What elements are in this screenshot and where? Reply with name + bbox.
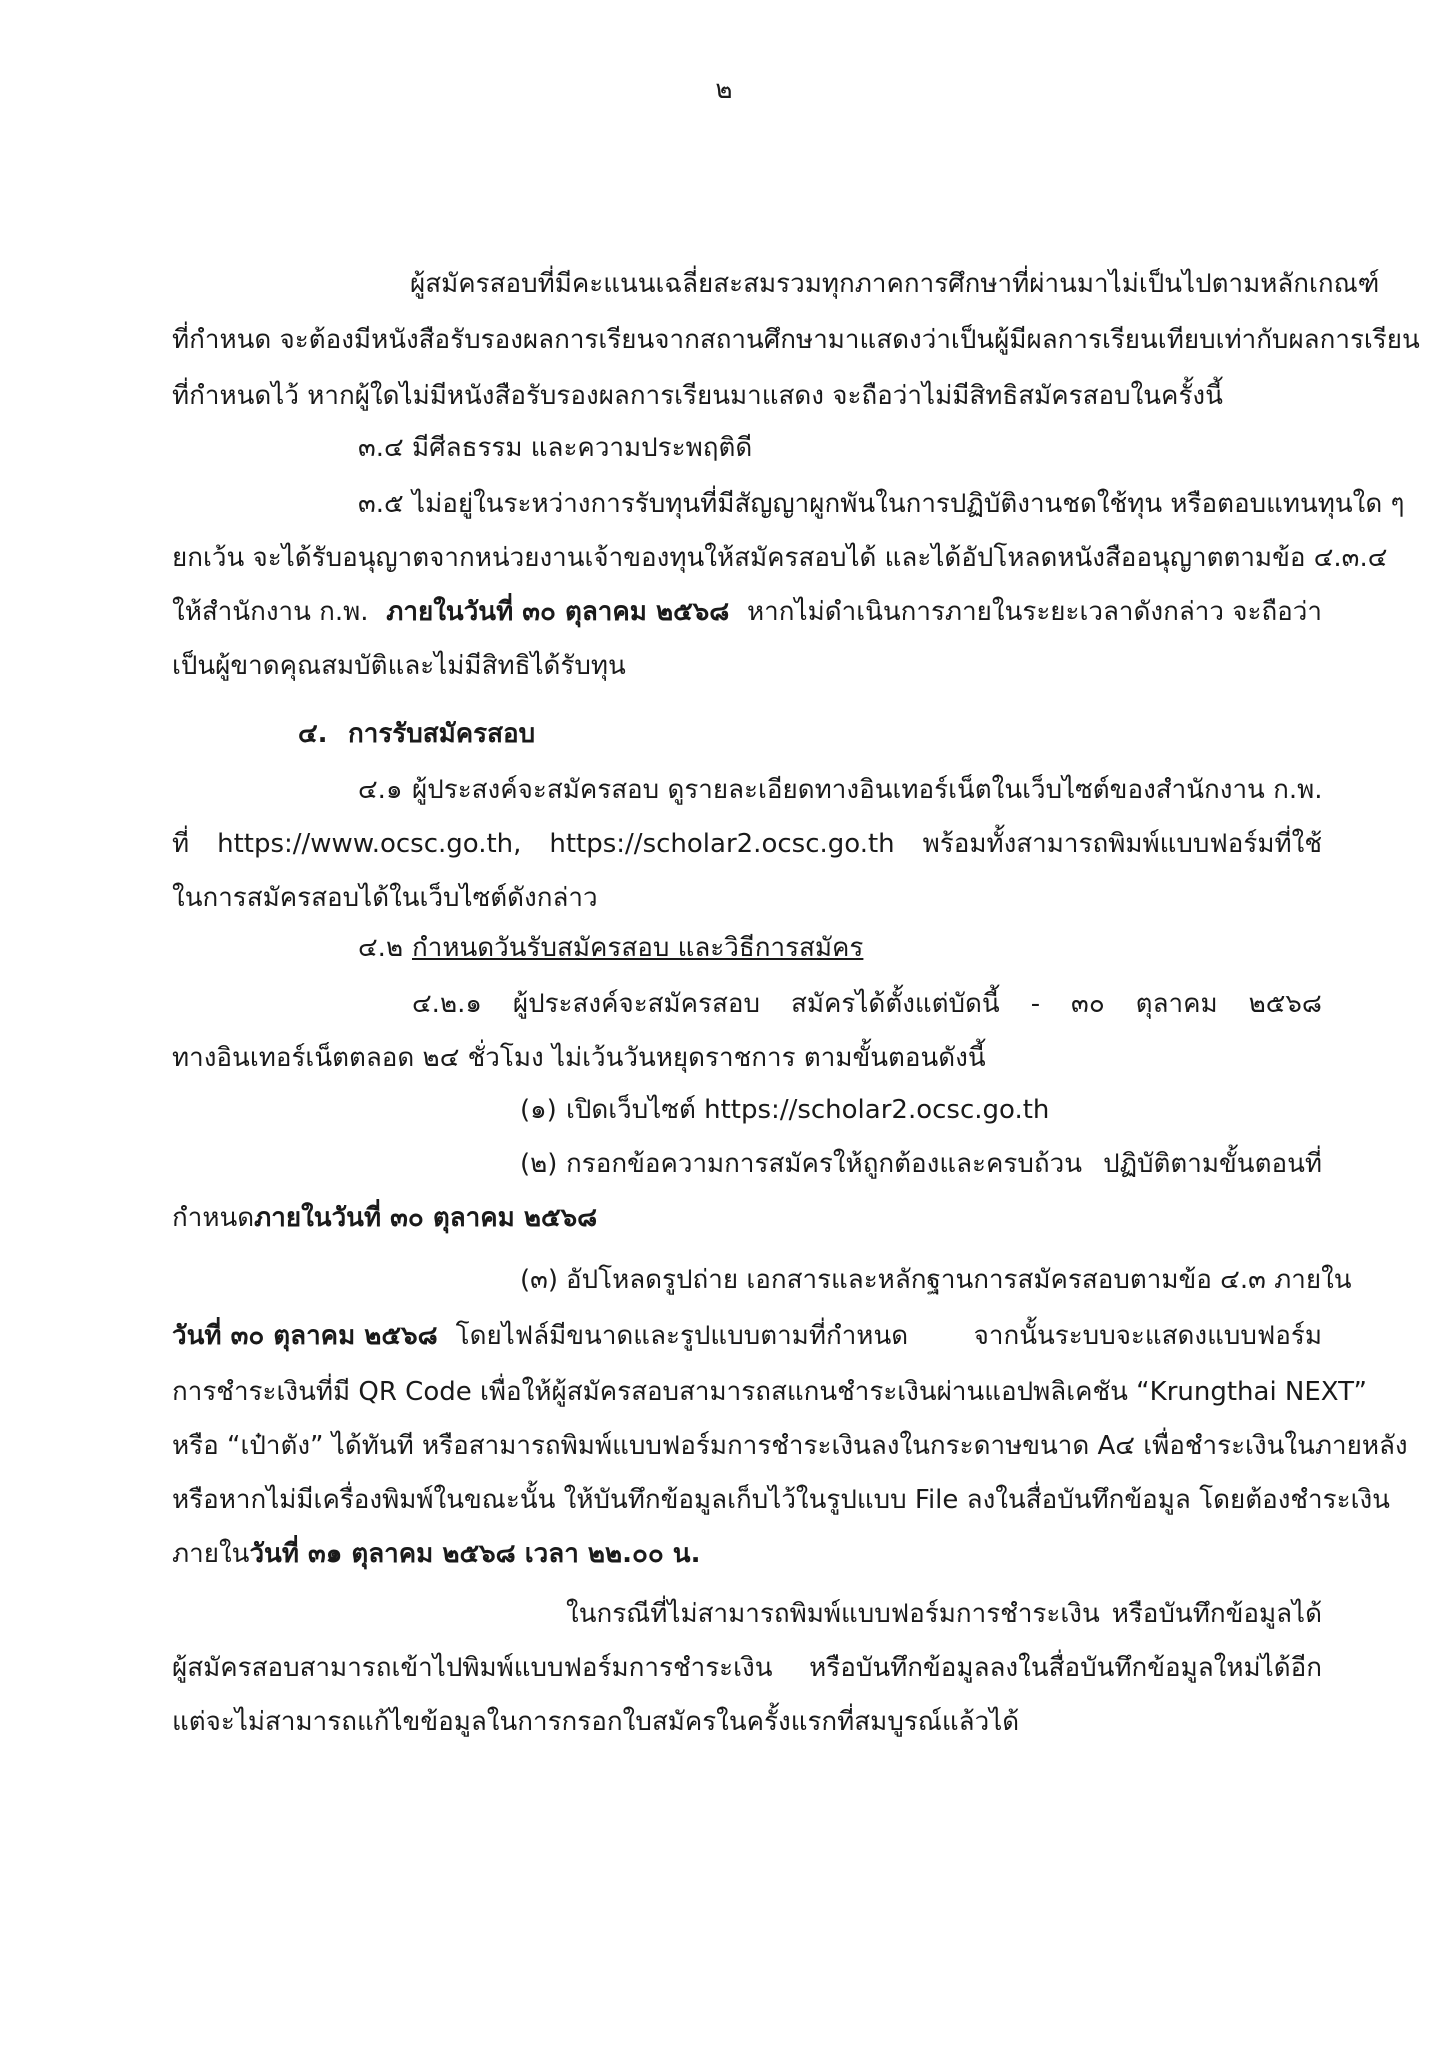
section-4-title: การรับสมัครสอบ <box>348 719 536 749</box>
step-3-line6-pre: ภายใน <box>172 1539 250 1569</box>
item-3-5-line3 <box>172 594 1322 630</box>
step-3-line3: การชำระเงินที่มี QR Code เพื่อให้ผู้สมัครสอบสามารถสแกนชำระเงินผ่านแอปพลิเคชัน “Krungthai NEXT” <box>172 1377 1367 1407</box>
section-4-number: ๔. <box>298 719 328 749</box>
item-4-2-1-line1: ๔.๒.๑ ผู้ประสงค์จะสมัครสอบ สมัครได้ตั้งแต่บัดนี้ - ๓๐ ตุลาคม ๒๕๖๘ <box>412 989 1322 1019</box>
step-1-text: เปิดเว็บไซต์ https://scholar2.ocsc.go.th <box>566 1095 1050 1125</box>
step-3-line2-deadline: วันที่ ๓๐ ตุลาคม ๒๕๖๘ <box>172 1321 438 1351</box>
item-4-2-title: กำหนดวันรับสมัครสอบ และวิธีการสมัคร <box>412 933 864 963</box>
item-3-4-text: มีศีลธรรม และความประพฤติดี <box>412 433 753 463</box>
item-4-2-1-line2: ทางอินเทอร์เน็ตตลอด ๒๔ ชั่วโมง ไม่เว้นวันหยุดราชการ ตามขั้นตอนดังนี้ <box>172 1043 986 1073</box>
item-3-5-line3-pre: ให้สำนักงาน ก.พ. <box>172 597 369 627</box>
item-3-5-line3-post: หากไม่ดำเนินการภายในระยะเวลาดังกล่าว จะถือว่า <box>747 597 1322 627</box>
step-3-line5: หรือหากไม่มีเครื่องพิมพ์ในขณะนั้น ให้บันทึกข้อมูลเก็บไว้ในรูปแบบ File ลงในสื่อบันทึกข้อมูล โดยต้องชำระเงิน <box>172 1485 1390 1515</box>
step-2-line2-deadline: ภายในวันที่ ๓๐ ตุลาคม ๒๕๖๘ <box>254 1203 598 1233</box>
step-3-number: (๓) <box>520 1265 559 1295</box>
final-para-line3: แต่จะไม่สามารถแก้ไขข้อมูลในการกรอกใบสมัครในครั้งแรกที่สมบูรณ์แล้วได้ <box>172 1707 1020 1737</box>
step-3-line1: อัปโหลดรูปถ่าย เอกสารและหลักฐานการสมัครสอบตามข้อ ๔.๓ ภายใน <box>566 1265 1352 1295</box>
step-1-number: (๑) <box>520 1095 557 1125</box>
item-3-4-number: ๓.๔ <box>358 433 404 463</box>
item-4-1-number: ๔.๑ <box>358 775 403 805</box>
item-4-2-number: ๔.๒ <box>358 933 404 963</box>
item-4-1-line1: ผู้ประสงค์จะสมัครสอบ ดูรายละเอียดทางอินเทอร์เน็ตในเว็บไซต์ของสำนักงาน ก.พ. <box>412 775 1323 805</box>
item-3-5-line2: ยกเว้น จะได้รับอนุญาตจากหน่วยงานเจ้าของทุนให้สมัครสอบได้ และได้อัปโหลดหนังสืออนุญาตตามข้อ ๔.๓.๔ <box>172 543 1388 573</box>
para1-line3: ที่กำหนดไว้ หากผู้ใดไม่มีหนังสือรับรองผลการเรียนมาแสดง จะถือว่าไม่มีสิทธิสมัครสอบในครั้งนี้ <box>172 381 1223 411</box>
step-3-line4: หรือ “เป๋าตัง” ได้ทันที หรือสามารถพิมพ์แบบฟอร์มการชำระเงินลงในกระดาษขนาด A๔ เพื่อชำระเงินในภายหลัง <box>172 1431 1408 1461</box>
item-4-1-line2: ที่ https://www.ocsc.go.th, https://scholar2.ocsc.go.th พร้อมทั้งสามารถพิมพ์แบบฟอร์มที่ใช้ <box>172 829 1322 859</box>
item-3-5-line1: ไม่อยู่ในระหว่างการรับทุนที่มีสัญญาผูกพันในการปฏิบัติงานชดใช้ทุน หรือตอบแทนทุนใด ๆ <box>412 489 1405 519</box>
item-3-5-line4: เป็นผู้ขาดคุณสมบัติและไม่มีสิทธิได้รับทุน <box>172 651 626 681</box>
step-3-line2-post: โดยไฟล์มีขนาดและรูปแบบตามที่กำหนด จากนั้นระบบจะแสดงแบบฟอร์ม <box>455 1321 1322 1351</box>
step-2-number: (๒) <box>520 1149 558 1179</box>
para1-line2: ที่กำหนด จะต้องมีหนังสือรับรองผลการเรียนจากสถานศึกษามาแสดงว่าเป็นผู้มีผลการเรียนเทียบเท่ากับผลการเรียน <box>172 325 1420 355</box>
step-2-line1: กรอกข้อความการสมัครให้ถูกต้องและครบถ้วน ปฏิบัติตามขั้นตอนที่ <box>566 1149 1322 1179</box>
item-3-5-number: ๓.๕ <box>358 489 404 519</box>
step-3-line6-deadline: วันที่ ๓๑ ตุลาคม ๒๕๖๘ เวลา ๒๒.๐๐ น. <box>249 1539 701 1569</box>
final-para-line1: ในกรณีที่ไม่สามารถพิมพ์แบบฟอร์มการชำระเงิน หรือบันทึกข้อมูลได้ <box>566 1599 1322 1629</box>
step-2-line2-pre: กำหนด <box>172 1203 255 1233</box>
step-2-line2 <box>172 1200 597 1236</box>
item-4-1-line3: ในการสมัครสอบได้ในเว็บไซต์ดังกล่าว <box>172 883 598 913</box>
item-3-5-line3-deadline: ภายในวันที่ ๓๐ ตุลาคม ๒๕๖๘ <box>386 597 730 627</box>
step-3-line2 <box>172 1318 1322 1354</box>
final-para-line2: ผู้สมัครสอบสามารถเข้าไปพิมพ์แบบฟอร์มการชำระเงิน หรือบันทึกข้อมูลลงในสื่อบันทึกข้อมูลใหม่ได้อีก <box>172 1653 1322 1683</box>
step-3-line6 <box>172 1536 700 1572</box>
para1-line1: ผู้สมัครสอบที่มีคะแนนเฉลี่ยสะสมรวมทุกภาคการศึกษาที่ผ่านมาไม่เป็นไปตามหลักเกณฑ์ <box>410 269 1380 299</box>
page-number: ๒ <box>715 75 733 105</box>
